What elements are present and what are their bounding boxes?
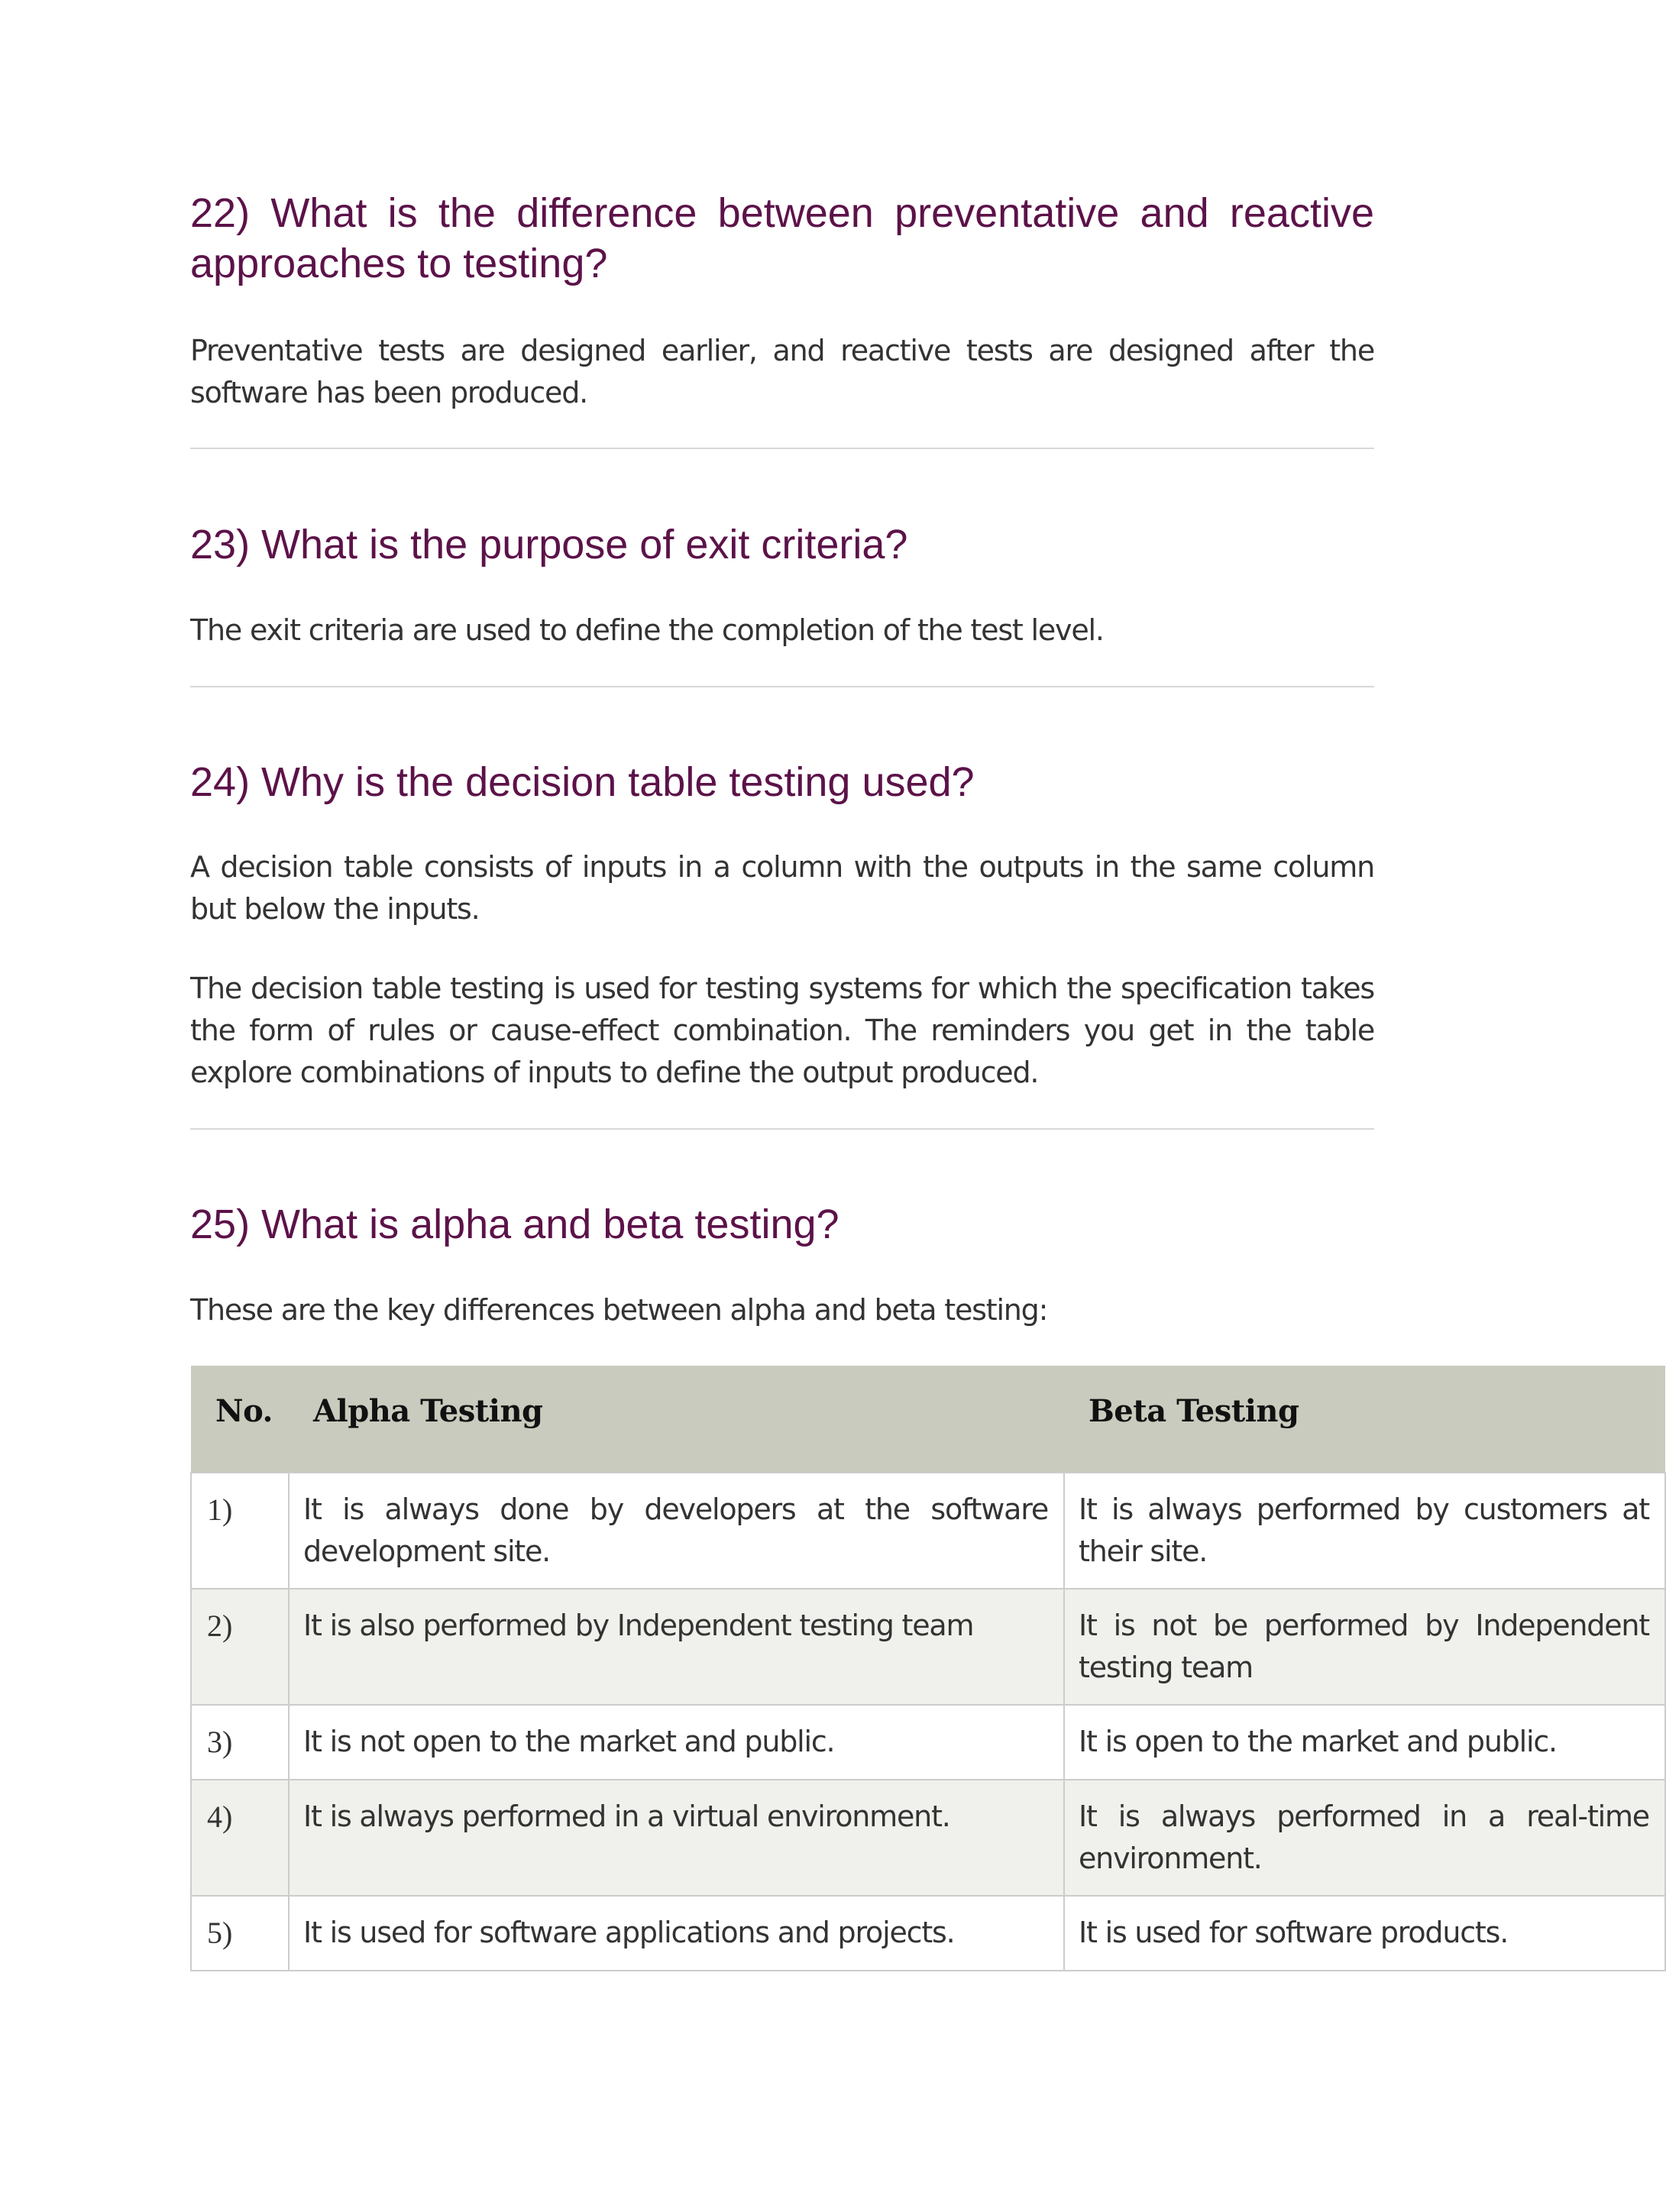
row-number-cell: 3)	[191, 1705, 289, 1780]
alpha-cell: It is used for software applications and projects.	[289, 1896, 1064, 1971]
answer-25-intro: These are the key differences between alpha and beta testing:	[190, 1293, 1048, 1327]
question-24-heading: 24) Why is the decision table testing used?	[190, 759, 975, 805]
question-22-heading: 22) What is the difference between preventative and reactive approaches to testing?	[190, 190, 1374, 286]
row-number-cell: 2)	[191, 1589, 289, 1705]
alpha-cell: It is always done by developers at the software development site.	[289, 1473, 1064, 1589]
answer-22-text: Preventative tests are designed earlier, and reactive tests are designed after the software has been produced.	[190, 334, 1374, 409]
alpha-cell: It is not open to the market and public.	[289, 1705, 1064, 1780]
table-row	[191, 1896, 1665, 1971]
beta-cell: It is always performed by customers at their site.	[1064, 1473, 1665, 1589]
column-header-number: No.	[191, 1366, 289, 1473]
beta-cell: It is open to the market and public.	[1064, 1705, 1665, 1780]
section-divider	[190, 448, 1374, 449]
table-header-row	[191, 1366, 1665, 1473]
row-number-cell: 5)	[191, 1896, 289, 1971]
table-row	[191, 1589, 1665, 1705]
beta-cell: It is always performed in a real-time environment.	[1064, 1780, 1665, 1896]
column-header-alpha: Alpha Testing	[289, 1366, 1064, 1473]
alpha-cell: It is also performed by Independent testing team	[289, 1589, 1064, 1705]
section-divider	[190, 1128, 1374, 1130]
comparison-table-container	[190, 1366, 1649, 2000]
answer-24-paragraph-2: The decision table testing is used for testing systems for which the specification takes the form of rules or cause-effect combination. The reminders you get in the table explore combinations of inputs to define the output produced.	[190, 972, 1374, 1089]
alpha-cell: It is always performed in a virtual environment.	[289, 1780, 1064, 1896]
table-row	[191, 1780, 1665, 1896]
question-25-heading: 25) What is alpha and beta testing?	[190, 1201, 839, 1247]
beta-cell: It is used for software products.	[1064, 1896, 1665, 1971]
row-number-cell: 1)	[191, 1473, 289, 1589]
table-row	[191, 1705, 1665, 1780]
column-header-beta: Beta Testing	[1064, 1366, 1665, 1473]
row-number-cell: 4)	[191, 1780, 289, 1896]
answer-23-text: The exit criteria are used to define the completion of the test level.	[190, 613, 1104, 647]
beta-cell: It is not be performed by Independent testing team	[1064, 1589, 1665, 1705]
section-divider	[190, 686, 1374, 687]
alpha-beta-comparison-table	[190, 1366, 1666, 1971]
table-row	[191, 1473, 1665, 1589]
question-23-heading: 23) What is the purpose of exit criteria?	[190, 522, 908, 568]
answer-24-paragraph-1: A decision table consists of inputs in a column with the outputs in the same column but below the inputs.	[190, 850, 1374, 926]
